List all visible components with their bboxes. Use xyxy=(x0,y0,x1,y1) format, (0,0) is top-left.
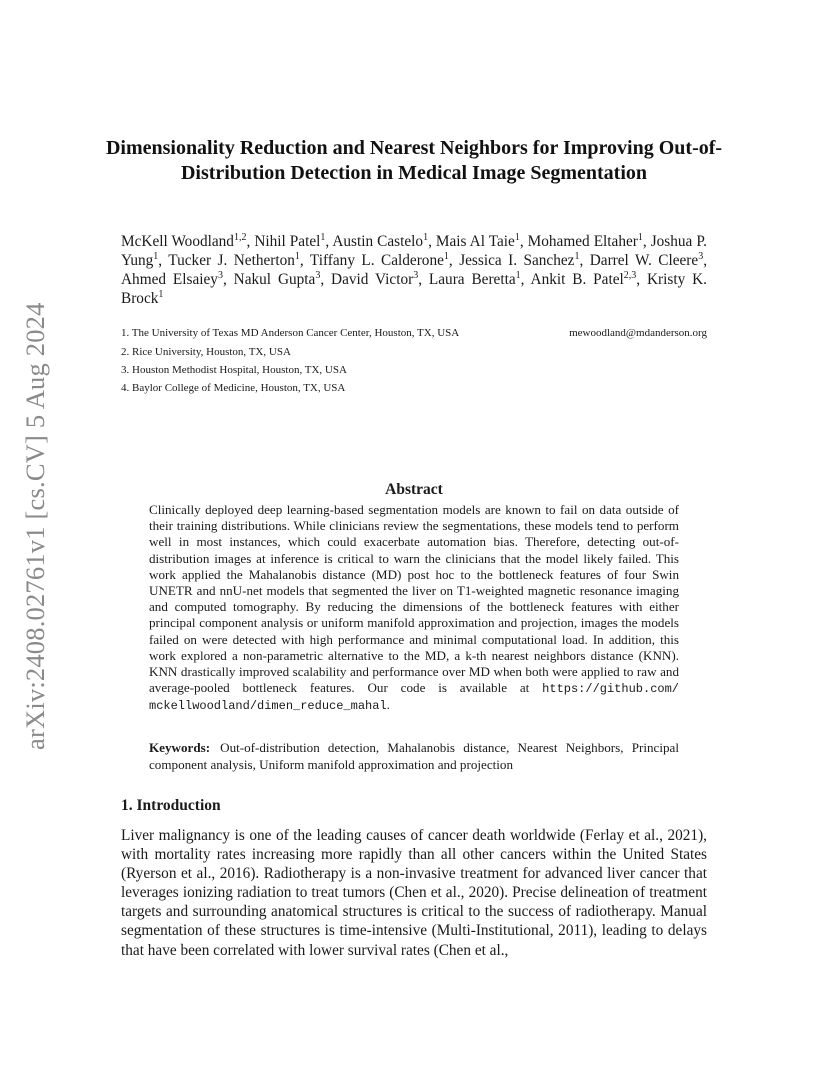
affiliation-1 xyxy=(121,327,707,339)
abstract-period: . xyxy=(386,697,390,713)
author: Jessica I. Sanchez xyxy=(459,252,575,269)
affiliation-3 xyxy=(121,364,707,376)
code-repository-link[interactable]: https://github.com/ mckellwoodland/dimen_reduce_mahal xyxy=(149,682,679,714)
author-affiliation-marker: 3 xyxy=(413,269,419,281)
affiliation-4 xyxy=(121,382,707,394)
author-affiliation-marker: 1 xyxy=(514,231,520,243)
author: David Victor xyxy=(331,271,414,288)
introduction-text: Liver malignancy is one of the leading causes of cancer death worldwide (Ferlay et al., 2021), with mortality rates increasing more rapidly than all other cancers within the United States (Ryerson et al., 2016). Radiotherapy is a non-invasive treatment for advanced liver cancer that leverages ionizing radiation to treat tumors (Chen et al., 2020). Precise delineation of treatment targets and surrounding anatomical structures is critical to the success of radiotherapy. Manual segmentation of these structures is time-intensive (Multi-Institutional, 2011), leading to delays that have been correlated with lower survival rates (Chen et al., xyxy=(121,827,707,959)
affiliation-text: 1. The University of Texas MD Anderson Cancer Center, Houston, TX, USA xyxy=(121,327,460,339)
abstract-paragraph: Clinically deployed deep learning-based segmentation models are known to fail on data outside of their training distributions. While clinicians review the segmentations, these models tend to perform well in most instances, which could exacerbate automation bias. Therefore, detecting out-of-distribution images at inference is critical to warn the clinicians that the model likely failed. This work applied the Mahalanobis distance (MD) post hoc to the bottleneck features of four Swin UNETR and nnU-net models that segmented the liver on T1-weighted magnetic resonance imaging and computed tomography. By reducing the dimensions of the bottleneck features with either principal component analysis or uniform manifold approximation and projection, images the models failed on were detected with high performance and minimal computational load. In addition, this work explored a non-parametric alternative to the MD, a k-th nearest neighbors distance (KNN). KNN drastically improved scalability and performance over MD when both were applied to raw and average-pooled bottleneck features. Our code is available at xyxy=(149,502,679,696)
author: Mohamed Eltaher xyxy=(527,233,638,250)
author-affiliation-marker: 3 xyxy=(315,269,321,281)
author-affiliation-marker: 1 xyxy=(153,250,159,262)
author-affiliation-marker: 2,3 xyxy=(623,269,637,281)
author: Tiffany L. Calderone xyxy=(309,252,444,269)
author: Joshua P. Yung xyxy=(121,233,707,269)
author: Mais Al Taie xyxy=(435,233,515,250)
author: Darrel W. Cleere xyxy=(589,252,699,269)
author: Ahmed Elsaiey xyxy=(121,271,218,288)
author-affiliation-marker: 1 xyxy=(515,269,521,281)
author-affiliation-marker: 1 xyxy=(158,288,164,300)
author: Tucker J. Netherton xyxy=(168,252,295,269)
keywords-block xyxy=(149,740,679,773)
author-affiliation-marker: 1 xyxy=(320,231,326,243)
contact-email[interactable]: mewoodland@mdanderson.org xyxy=(569,327,707,339)
affiliation-text: 4. Baylor College of Medicine, Houston, TX, USA xyxy=(121,382,346,394)
section-heading-introduction: 1. Introduction xyxy=(121,797,221,814)
keywords-text: Out-of-distribution detection, Mahalanobis distance, Nearest Neighbors, Principal component analysis, Uniform manifold approximation and projection xyxy=(149,740,679,772)
author: Laura Beretta xyxy=(428,271,516,288)
arxiv-identifier[interactable]: arXiv:2408.02761v1 [cs.CV] 5 Aug 2024 xyxy=(20,302,50,750)
author: Ankit B. Patel xyxy=(530,271,624,288)
author-affiliation-marker: 1 xyxy=(574,250,580,262)
author: Nihil Patel xyxy=(254,233,321,250)
author: McKell Woodland xyxy=(121,233,234,250)
affiliation-text: 2. Rice University, Houston, TX, USA xyxy=(121,346,291,358)
abstract-text xyxy=(149,502,679,715)
paper-title: Dimensionality Reduction and Nearest Neighbors for Improving Out-of-Distribution Detection in Medical Image Segmentation xyxy=(105,137,723,184)
author-affiliation-marker: 1 xyxy=(294,250,300,262)
affiliation-2 xyxy=(121,346,707,358)
author-affiliation-marker: 1 xyxy=(637,231,643,243)
author-affiliation-marker: 1 xyxy=(423,231,429,243)
keywords-label: Keywords: xyxy=(149,740,211,755)
author-affiliation-marker: 3 xyxy=(217,269,223,281)
author-affiliation-marker: 1 xyxy=(443,250,449,262)
author-affiliation-marker: 1,2 xyxy=(233,231,247,243)
affiliation-text: 3. Houston Methodist Hospital, Houston, TX, USA xyxy=(121,364,347,376)
abstract-heading: Abstract xyxy=(385,481,443,498)
author: Nakul Gupta xyxy=(233,271,316,288)
author: Kristy K. Brock xyxy=(121,271,707,307)
author-affiliation-marker: 3 xyxy=(698,250,704,262)
author-list: McKell Woodland$^{1,2}$, Nihil Patel$^1$, Austin Castelo$^1$, Mais Al Taie$^1$, Mohamed Eltaher$^1$, Joshua P. Yung$^1$, Tucker J. Netherton$^1$, Tiffany L. Calderone$^1$, Jessica I. Sanchez$^1$, Darrel W. Cleere$^3$, Ahmed Elsaiey$^3$, Nakul Gupta$^3$, David Victor$^3$, Laura Beretta$^1$, Ankit B. Patel$^{2,3}$, Kristy K. Brock$^1$ xyxy=(121,231,708,307)
author: Austin Castelo xyxy=(332,233,424,250)
